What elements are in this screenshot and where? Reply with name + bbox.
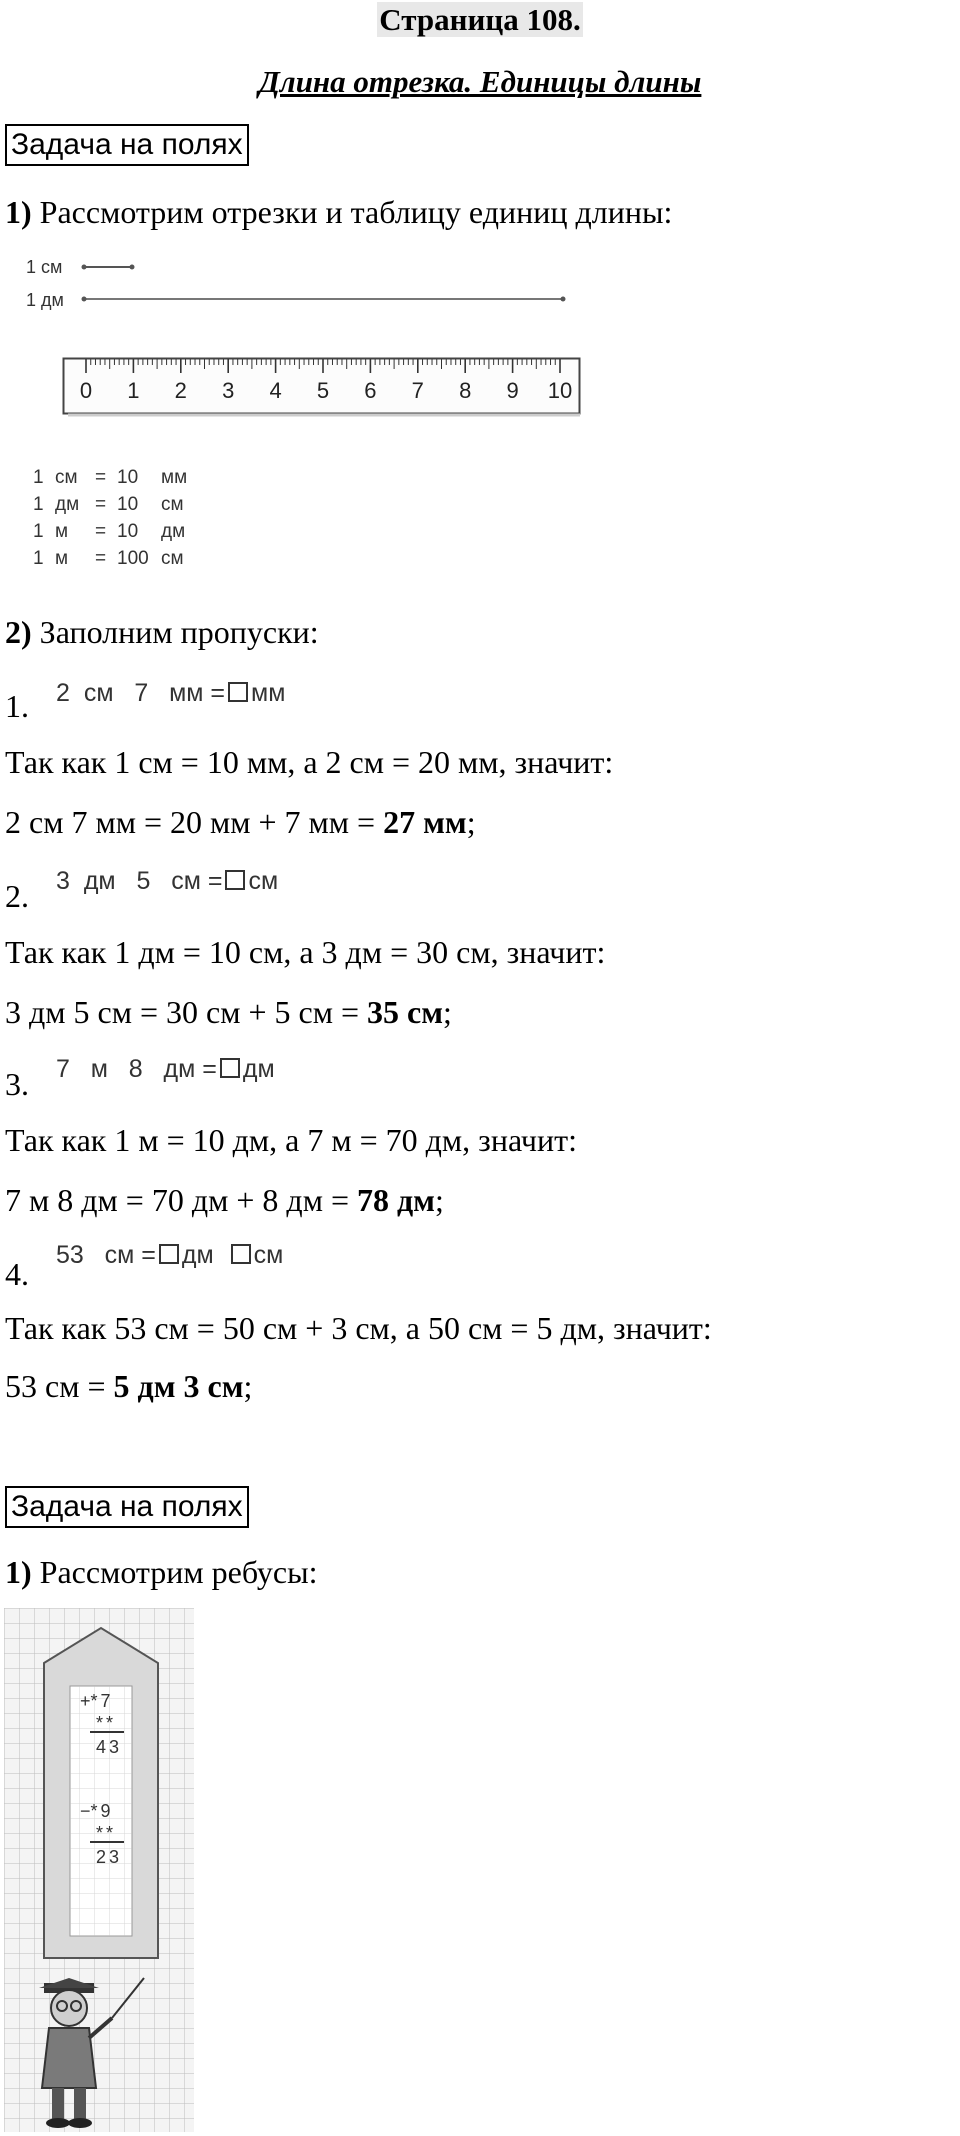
rebus-2-op: −	[80, 1801, 91, 1821]
units-table-cell: 10	[117, 467, 139, 488]
ruler-number: 8	[459, 378, 472, 403]
rebus-2-result: 23	[96, 1847, 123, 1867]
step-2-line	[5, 612, 319, 652]
segment-1cm	[82, 265, 135, 270]
ruler-number: 0	[79, 378, 93, 403]
step-1-line	[5, 192, 672, 232]
units-table-row	[33, 518, 201, 545]
units-table-cell: 1	[33, 521, 44, 542]
units-table	[33, 464, 201, 572]
rebus-1-result: 43	[96, 1737, 123, 1757]
task-1-answer: 27 мм	[383, 804, 467, 840]
margin-task-label-2: Задача на полях	[5, 1486, 249, 1528]
blank-box	[231, 1244, 251, 1264]
units-table-cell: 1	[33, 494, 44, 515]
units-table-cell: 10	[117, 521, 139, 542]
task-4-answer: 5 дм 3 см	[113, 1368, 244, 1404]
task-4-explanation: Так как 53 см = 50 см + 3 см, а 50 см = 5 дм, значит:	[5, 1310, 712, 1346]
task-2-formula: 3 дм 5 см = см	[56, 867, 279, 895]
ruler-number: 2	[174, 378, 187, 403]
task-3-solution: 7 м 8 дм = 70 дм + 8 дм = 78 дм;	[5, 1182, 444, 1218]
task-4-solution: 53 см = 5 дм 3 см;	[5, 1368, 253, 1404]
step-number: 1)	[5, 194, 32, 230]
rebus-illustration	[4, 1608, 194, 2132]
segment-dm-label: 1 дм	[26, 290, 64, 310]
units-table-cell: =	[95, 494, 107, 515]
ruler-number: 5	[316, 378, 330, 403]
ruler-number: 6	[364, 378, 377, 403]
blank-box	[228, 682, 248, 702]
step-text: Заполним пропуски:	[31, 614, 319, 650]
task-2-solution: 3 дм 5 см = 30 см + 5 см = 35 см;	[5, 994, 452, 1030]
rebus-2	[74, 1800, 122, 1868]
units-table-cell: 10	[117, 494, 139, 515]
rebus-1-row1: *7	[90, 1691, 114, 1711]
units-table-cell: см	[55, 467, 78, 488]
rebus-drawing	[4, 1608, 194, 2132]
units-table-cell: дм	[55, 494, 80, 515]
ruler-number: 10	[547, 378, 573, 403]
page-title	[0, 0, 960, 40]
ruler-number: 7	[411, 378, 424, 403]
blank-box	[225, 870, 245, 890]
units-table-row	[33, 464, 201, 491]
segments-drawing	[0, 250, 600, 310]
units-table-row	[33, 545, 201, 572]
task-1-index: 1.	[5, 688, 29, 724]
task-3-index: 3.	[5, 1066, 29, 1102]
step-number: 2)	[5, 614, 32, 650]
units-table-cell: мм	[161, 467, 188, 488]
units-table-row	[33, 491, 201, 518]
units-table-cell: дм	[161, 521, 186, 542]
task-2-answer: 35 см	[367, 994, 444, 1030]
page-title-text: Страница 108.	[379, 2, 581, 37]
units-table-cell: см	[161, 494, 184, 515]
ruler	[62, 357, 582, 417]
task-4-formula: 53 см = дм см	[56, 1241, 284, 1269]
task-3-answer: 78 дм	[356, 1182, 435, 1218]
rebus-1-row2: **	[96, 1713, 117, 1733]
units-table-cell: м	[55, 548, 69, 569]
ruler-number: 9	[506, 378, 519, 403]
units-table-cell: =	[95, 548, 107, 569]
rebus-1-op: +	[80, 1691, 91, 1711]
units-table-cell: =	[95, 467, 107, 488]
rebus-2-row2: **	[96, 1823, 117, 1843]
page-subtitle: Длина отрезка. Единицы длины	[258, 64, 702, 99]
task-1-solution: 2 см 7 мм = 20 мм + 7 мм = 27 мм;	[5, 804, 476, 840]
rebus-2-row1: *9	[90, 1801, 114, 1821]
step-text: Рассмотрим отрезки и таблицу единиц длины:	[31, 194, 673, 230]
task-4-index: 4.	[5, 1256, 29, 1292]
blank-box	[159, 1244, 179, 1264]
step-1-line-2	[5, 1552, 318, 1592]
margin-task-label: Задача на полях	[5, 124, 249, 166]
step-text: Рассмотрим ребусы:	[31, 1554, 318, 1590]
step-number: 1)	[5, 1554, 32, 1590]
task-2-index: 2.	[5, 878, 29, 914]
units-table-cell: 1	[33, 548, 44, 569]
units-table-cell: 100	[117, 548, 149, 569]
task-2-explanation: Так как 1 дм = 10 см, а 3 дм = 30 см, значит:	[5, 934, 606, 970]
task-3-formula: 7 м 8 дм = дм	[56, 1055, 275, 1083]
ruler-number: 4	[269, 378, 282, 403]
units-table-cell: м	[55, 521, 69, 542]
task-3-explanation: Так как 1 м = 10 дм, а 7 м = 70 дм, значит:	[5, 1122, 577, 1158]
units-table-cell: 1	[33, 467, 44, 488]
task-1-explanation: Так как 1 см = 10 мм, а 2 см = 20 мм, значит:	[5, 744, 614, 780]
rebus-1	[74, 1690, 122, 1758]
ruler-number: 3	[222, 378, 235, 403]
units-table-cell: =	[95, 521, 107, 542]
blank-box	[220, 1058, 240, 1078]
units-table-cell: см	[161, 548, 184, 569]
segment-1dm	[82, 297, 566, 302]
segment-cm-label: 1 см	[26, 257, 63, 277]
task-1-formula: 2 см 7 мм = мм	[56, 679, 286, 707]
ruler-number: 1	[127, 378, 140, 403]
